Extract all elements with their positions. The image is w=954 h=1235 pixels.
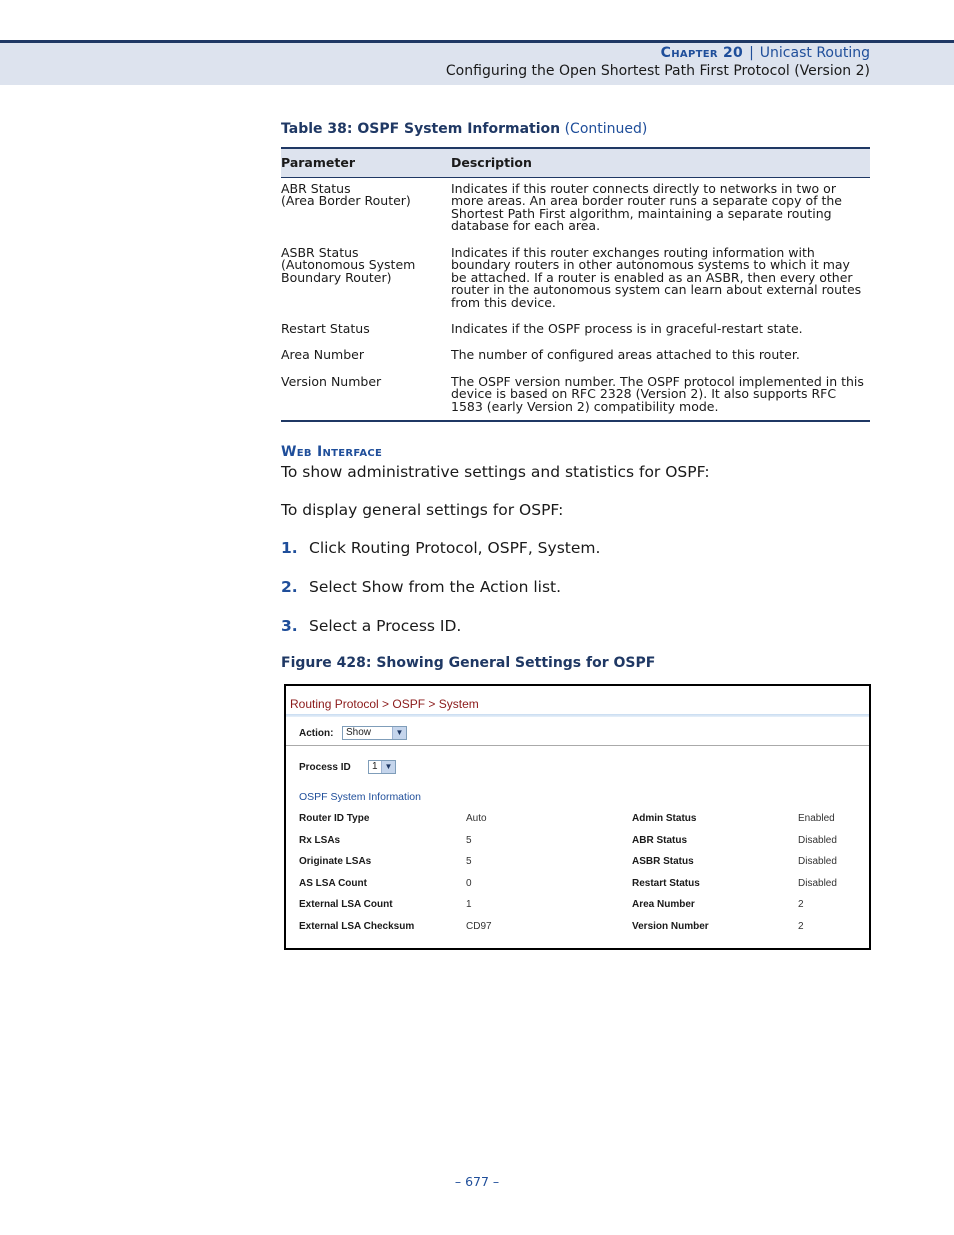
param-line: Area Number [281,346,364,362]
process-id-label: Process ID [299,762,351,773]
table-row [281,323,870,349]
param-line: Boundary Router) [281,269,392,285]
step-text: Click Routing Protocol, OSPF, System. [309,539,601,557]
running-header-chapter [661,45,870,61]
desc-cell [451,346,870,376]
param-cell [281,346,451,376]
info-label: Restart Status [632,878,700,889]
info-label: Originate LSAs [299,856,372,867]
info-value: CD97 [466,921,492,932]
header-separator: | [749,45,754,61]
desc-line: be attached. If a router is enabled as an ASBR, then every other [451,269,853,285]
desc-line: more areas. An area border router runs a separate copy of the [451,193,842,208]
info-label: Area Number [632,899,695,910]
desc-cell [451,177,870,247]
desc-line: from this device. [451,294,556,310]
title-underline [286,714,869,717]
breadcrumb: Routing Protocol > OSPF > System [290,697,479,711]
info-value: Enabled [798,813,835,824]
step-number: 2. [281,578,298,596]
info-label: External LSA Checksum [299,921,415,932]
table-caption-note: (Continued) [564,121,648,137]
ospf-system-info-table [281,147,870,416]
table-caption [281,121,647,137]
step-number: 3. [281,617,298,635]
process-id-select[interactable] [368,760,396,774]
info-value: 0 [466,878,472,889]
info-label: Admin Status [632,813,697,824]
param-line: ABR Status [281,180,351,196]
desc-line: Indicates if this router exchanges routing information with [451,244,815,260]
info-label: ASBR Status [632,856,694,867]
info-value: 2 [798,899,804,910]
chapter-label: Chapter 20 [660,45,744,61]
desc-cell [451,320,870,349]
action-select-value: Show [346,727,372,738]
info-label: AS LSA Count [299,878,367,889]
desc-line: boundary routers in other autonomous systems to which it may [451,257,850,272]
info-value: 5 [466,856,472,867]
table-caption-title: Table 38: OSPF System Information [281,121,561,137]
table-row [281,247,870,323]
info-value: Disabled [798,835,837,846]
info-value: 2 [798,921,804,932]
table-header-row [281,148,870,177]
section-heading: Web Interface [281,444,383,460]
chapter-title: Unicast Routing [759,45,870,61]
column-header-parameter: Parameter [281,155,355,171]
param-line: (Autonomous System [281,257,416,272]
desc-line: The number of configured areas attached to this router. [451,346,800,362]
running-header-subtitle: Configuring the Open Shortest Path First Protocol (Version 2) [445,63,870,79]
desc-cell [451,244,870,323]
step-number: 1. [281,539,298,557]
param-cell [281,320,451,349]
action-divider [286,745,869,746]
param-line: Restart Status [281,320,370,336]
info-label: Router ID Type [299,813,370,824]
param-line: (Area Border Router) [281,193,411,208]
param-line: Version Number [281,373,382,389]
desc-line: router in the autonomous system can learn about external routes [451,282,862,297]
chevron-down-icon: ▼ [381,761,395,773]
desc-line: Indicates if this router connects directly to networks in two or [451,180,836,196]
table-row [281,376,870,416]
info-value: Disabled [798,856,837,867]
desc-line: The OSPF version number. The OSPF protocol implemented in this [451,373,864,389]
ospf-system-screenshot [284,684,871,950]
desc-line: device is based on RFC 2328 (Version 2). It also supports RFC [451,386,837,401]
step-text: Select a Process ID. [309,617,462,635]
process-id-value: 1 [372,761,378,772]
intro-text: To show administrative settings and statistics for OSPF: [281,463,710,481]
action-label: Action: [299,728,334,739]
info-label: External LSA Count [299,899,393,910]
param-cell [281,244,451,323]
desc-line: database for each area. [451,218,601,233]
table-row [281,177,870,247]
info-label: ABR Status [632,835,688,846]
chevron-down-icon: ▼ [392,727,406,739]
page-number: – 677 – [454,1174,500,1189]
desc-line: 1583 (early Version 2) compatibility mode. [451,398,719,414]
param-cell [281,373,451,416]
intro-text-2: To display general settings for OSPF: [281,501,564,519]
ospf-info-heading: OSPF System Information [299,791,421,803]
action-select[interactable] [342,726,407,740]
desc-cell [451,373,870,416]
param-cell [281,177,451,247]
desc-line: Shortest Path First algorithm, maintaining a separate routing [451,205,832,221]
info-value: Disabled [798,878,837,889]
info-value: 5 [466,835,472,846]
info-label: Rx LSAs [299,835,341,846]
figure-caption: Figure 428: Showing General Settings for OSPF [281,655,656,671]
info-value: Auto [466,813,487,824]
info-label: Version Number [632,921,709,932]
column-header-description: Description [451,155,532,171]
step-text: Select Show from the Action list. [309,578,562,596]
param-line: ASBR Status [281,244,359,260]
info-value: 1 [466,899,472,910]
table-bottom-rule [281,420,870,422]
table-row [281,349,870,376]
desc-line: Indicates if the OSPF process is in graceful-restart state. [451,320,803,336]
